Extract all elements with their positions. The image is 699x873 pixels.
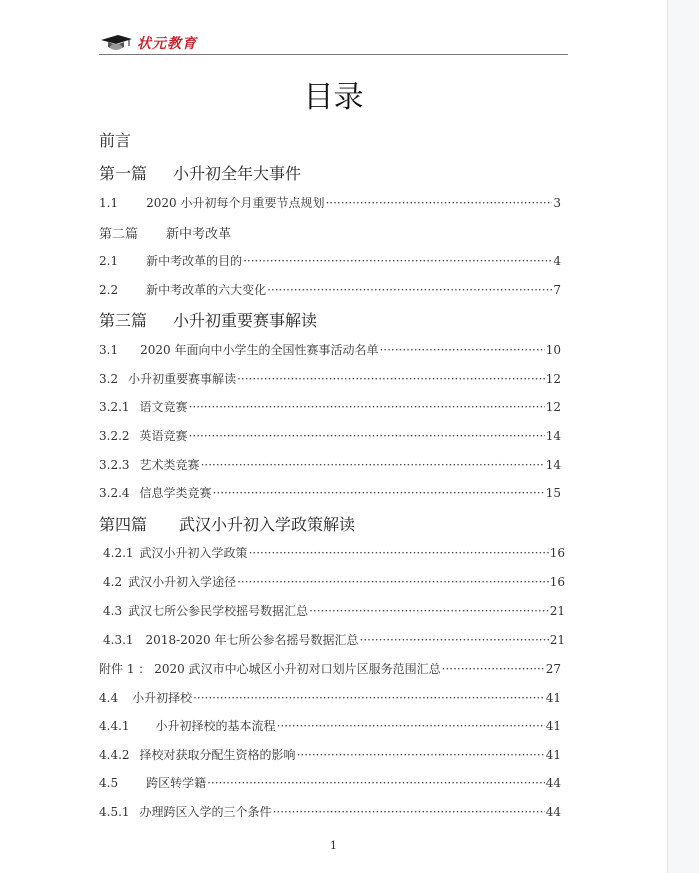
- toc-entry-title: 新中考改革: [166, 227, 232, 242]
- toc-entry-title: 2020 小升初每个月重要节点规划: [146, 196, 325, 210]
- toc-page-number: 14: [545, 429, 561, 443]
- toc-leader-dots: [201, 458, 545, 472]
- toc-page-number: 27: [545, 662, 561, 676]
- toc-entry[interactable]: [99, 484, 561, 501]
- page-header: [99, 30, 568, 55]
- toc-page-number: 3: [553, 196, 561, 210]
- toc-leader-dots: [189, 429, 545, 443]
- toc-entry[interactable]: [99, 689, 561, 706]
- toc-page-number: 10: [545, 343, 561, 357]
- toc-entry-number: 3.2.2: [99, 429, 130, 443]
- toc-leader-dots: [273, 805, 545, 819]
- page-number: 1: [330, 839, 337, 852]
- toc-page-number: 41: [545, 691, 561, 705]
- toc-entry-title: 2020 武汉市中心城区小升初对口划片区服务范围汇总: [154, 662, 441, 676]
- toc-leader-dots: [193, 691, 545, 705]
- toc-leader-dots: [442, 662, 545, 676]
- toc-entry-title: 2020 年面向中小学生的全国性赛事活动名单: [140, 343, 379, 357]
- toc-entry-number: 4.2.1: [103, 546, 134, 560]
- toc-leader-dots: [325, 196, 552, 210]
- toc-entry-title: 武汉小升初入学政策: [139, 546, 248, 560]
- toc-leader-dots: [249, 546, 549, 560]
- toc-leader-dots: [379, 343, 544, 357]
- toc-entry[interactable]: [99, 774, 561, 791]
- toc-entry[interactable]: [103, 573, 565, 590]
- toc-page-number: 12: [545, 372, 561, 386]
- toc-entry-number: 前言: [99, 131, 132, 150]
- toc-entry-number: 2.1: [99, 254, 119, 268]
- toc-entry-number: 附件 1 ：: [99, 662, 151, 676]
- toc-page-number: 44: [545, 776, 561, 790]
- toc-entry-title: 信息学类竞赛: [139, 486, 212, 500]
- toc-entry-number: 4.4.2: [99, 748, 130, 762]
- toc-entry-number: 3.2: [99, 372, 119, 386]
- toc-leader-dots: [267, 283, 552, 297]
- toc-page-number: 21: [549, 633, 565, 647]
- toc-page-number: 41: [545, 748, 561, 762]
- toc-entry-number: 3.2.1: [99, 400, 130, 414]
- toc-page-number: 15: [545, 486, 561, 500]
- toc-entry-title: 武汉小升初入学政策解读: [179, 515, 356, 534]
- toc-page-number: 16: [549, 546, 565, 560]
- toc-entry-title: 小升初重要赛事解读: [173, 311, 318, 330]
- toc-entry-title: 择校对获取分配生资格的影响: [139, 748, 296, 762]
- toc-leader-dots: [297, 748, 545, 762]
- toc-entry-title: 新中考改革的六大变化: [146, 283, 267, 297]
- toc-leader-dots: [360, 633, 549, 647]
- toc-entry-number: 第三篇: [99, 311, 148, 330]
- toc-entry-title: 小升初择校: [132, 691, 193, 705]
- toc-entry-title: 办理跨区入学的三个条件: [139, 805, 272, 819]
- toc-entry-title: 英语竞赛: [139, 429, 188, 443]
- toc-entry-title: 武汉七所公参民学校摇号数据汇总: [128, 604, 309, 618]
- toc-section-heading[interactable]: [99, 128, 561, 151]
- toc-entry-number: 4.3.1: [103, 633, 134, 647]
- toc-entry[interactable]: [99, 341, 561, 358]
- toc-entry-title: 语文竞赛: [139, 400, 188, 414]
- toc-entry-number: 3.2.4: [99, 486, 130, 500]
- toc-entry-number: 1.1: [99, 196, 119, 210]
- toc-entry-title: 2018-2020 年七所公参名摇号数据汇总: [145, 633, 359, 647]
- toc-entry[interactable]: [99, 252, 561, 269]
- toc-leader-dots: [309, 604, 549, 618]
- toc-section-heading[interactable]: [99, 223, 561, 242]
- toc-entry[interactable]: [99, 456, 561, 473]
- toc-entry[interactable]: [103, 602, 565, 619]
- toc-leader-dots: [243, 254, 552, 268]
- toc-entry[interactable]: [99, 281, 561, 298]
- brand-logo-text: 状元教育: [137, 36, 197, 52]
- toc-entry[interactable]: [99, 427, 561, 444]
- toc-entry[interactable]: [99, 398, 561, 415]
- toc-entry-title: 武汉小升初入学途径: [128, 575, 237, 589]
- toc-entry-title: 小升初全年大事件: [173, 164, 302, 183]
- graduation-cap-icon: [99, 33, 133, 51]
- toc-entry-number: 4.4: [99, 691, 119, 705]
- viewer-side-gutter: [667, 0, 699, 873]
- toc-entry-number: 4.5.1: [99, 805, 130, 819]
- toc-entry-title: 小升初重要赛事解读: [128, 372, 237, 386]
- toc-page-number: 14: [545, 458, 561, 472]
- toc-entry-number: 3.2.3: [99, 458, 130, 472]
- toc-page-number: 4: [553, 254, 561, 268]
- toc-leader-dots: [207, 776, 545, 790]
- page-title: 目录: [303, 80, 364, 115]
- toc-entry[interactable]: [99, 660, 561, 677]
- toc-entry[interactable]: [99, 803, 561, 820]
- toc-leader-dots: [237, 372, 545, 386]
- toc-page-number: 41: [545, 719, 561, 733]
- toc-entry[interactable]: [103, 631, 565, 648]
- toc-entry-number: 2.2: [99, 283, 119, 297]
- toc-leader-dots: [237, 575, 549, 589]
- toc-entry-title: 艺术类竞赛: [139, 458, 200, 472]
- toc-leader-dots: [277, 719, 545, 733]
- toc-entry-number: 第一篇: [99, 164, 148, 183]
- toc-entry-number: 4.3: [103, 604, 123, 618]
- toc-entry[interactable]: [99, 194, 561, 211]
- toc-entry-title: 跨区转学籍: [146, 776, 207, 790]
- toc-entry-number: 第四篇: [99, 515, 148, 534]
- toc-entry-title: 小升初择校的基本流程: [155, 719, 276, 733]
- toc-entry-number: 4.4.1: [99, 719, 130, 733]
- toc-page-number: 44: [545, 805, 561, 819]
- toc-page-number: 21: [549, 604, 565, 618]
- toc-entry-number: 3.1: [99, 343, 119, 357]
- toc-entry[interactable]: [99, 746, 561, 763]
- toc-entry-number: 第二篇: [99, 227, 139, 242]
- toc-entry[interactable]: [103, 544, 565, 561]
- toc-page-number: 12: [545, 400, 561, 414]
- toc-entry-number: 4.5: [99, 776, 119, 790]
- toc-page-number: 7: [553, 283, 561, 297]
- toc-section-heading[interactable]: [99, 512, 561, 535]
- toc-entry[interactable]: [99, 370, 561, 387]
- toc-entry-number: 4.2: [103, 575, 123, 589]
- toc-leader-dots: [213, 486, 545, 500]
- toc-entry[interactable]: [99, 717, 561, 734]
- toc-leader-dots: [189, 400, 545, 414]
- toc-entry-title: 新中考改革的目的: [146, 254, 243, 268]
- toc-section-heading[interactable]: [99, 161, 561, 184]
- toc-section-heading[interactable]: [99, 308, 561, 331]
- toc-page-number: 16: [549, 575, 565, 589]
